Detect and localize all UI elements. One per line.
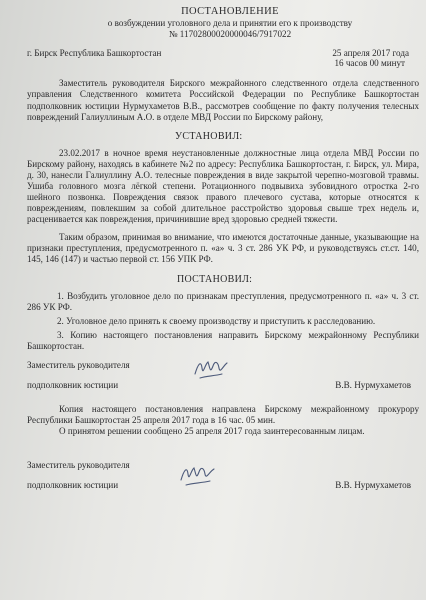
- handwritten-signature-1: [192, 354, 230, 384]
- signer-position: Заместитель руководителя: [27, 360, 130, 371]
- signer-rank: подполковник юстиции: [27, 380, 119, 391]
- handwritten-signature-2: [177, 458, 217, 490]
- established-paragraph-1: 23.02.2017 в ночное время неустановленные должностные лица отдела МВД России по Бирскому району, находясь в кабинете №2 по адресу: Республика Башкортостан, г. Бирск, ул. Мира, д. 30, нанесли Галиуллину А.О. телесные повреждения в виде закрытой черепно-мозговой травмы. Ушиба головного мозга лёгкой степени. Ротационного подвывиха зубовидного отростка 2-го шейного позвонка. Повреждения связок правого плечевого сустава, которые относятся к повреждениям, повлекшим за собой длительное расстройство здоровья свыше трех недель и, расценивается как повреждения, причинившие вред здоровью средней тяжести.: [27, 147, 419, 225]
- copy-paragraph-2: О принятом решении сообщено 25 апреля 2017 года заинтересованным лицам.: [59, 425, 365, 436]
- resolved-item-1: 1. Возбудить уголовное дело по признакам преступления, предусмотренного п. «а» ч. 3 ст. 286 УК РФ.: [27, 290, 419, 312]
- signer-name: В.В. Нурмухаметов: [335, 380, 411, 391]
- document-subtitle: о возбуждении уголовного дела и принятии его к производству: [107, 18, 353, 28]
- intro-paragraph: Заместитель руководителя Бирского межрайонного следственного отдела следственного управления Следственного комитета Российской Федерации по Республике Башкортостан подполковник юстиции Нурмухаметов В.В., рассмотрев сообщение по факту получения телесных повреждений Галиуллиным А.О. в отделе МВД России по Бирскому району,: [27, 78, 419, 122]
- resolved-heading: ПОСТАНОВИЛ:: [177, 273, 253, 285]
- resolved-item-3: 3. Копию настоящего постановления направить Бирскому межрайонному Республики Башкортостан.: [27, 330, 419, 352]
- signature-block-1: [27, 360, 419, 391]
- established-heading: УСТАНОВИЛ:: [175, 130, 243, 142]
- copy-paragraph-1: Копия настоящего постановления направлена Бирскому межрайонному прокурору Республики Башкортостан 25 апреля 2017 года в 16 час. 05 мин.: [27, 403, 419, 425]
- document-place: г. Бирск Республика Башкортостан: [27, 48, 162, 59]
- document-body: [27, 6, 419, 491]
- signer-rank-2: подполковник юстиции: [27, 479, 119, 490]
- signature-block-2: [27, 460, 419, 491]
- document-date: 25 апреля 2017 года: [332, 48, 409, 59]
- case-number: № 11702800020000046/7917022: [168, 28, 292, 39]
- document-title: ПОСТАНОВЛЕНИЕ: [181, 6, 279, 17]
- document-time: 16 часов 00 минут: [334, 58, 405, 69]
- signer-name-2: В.В. Нурмухаметов: [335, 479, 411, 490]
- established-paragraph-2: Таким образом, принимая во внимание, что имеются достаточные данные, указывающие на признаки преступления, предусмотренного п. «а» ч. 3 ст. 286 УК РФ, и руководствуясь ст.ст. 140, 145, 146 (147) и частью первой ст. 156 УПК РФ.: [27, 231, 419, 264]
- signer-position-2: Заместитель руководителя: [27, 459, 130, 470]
- signer-line-2: [27, 480, 419, 491]
- resolved-item-2: 2. Уголовное дело принять к своему производству и приступить к расследованию.: [57, 316, 376, 327]
